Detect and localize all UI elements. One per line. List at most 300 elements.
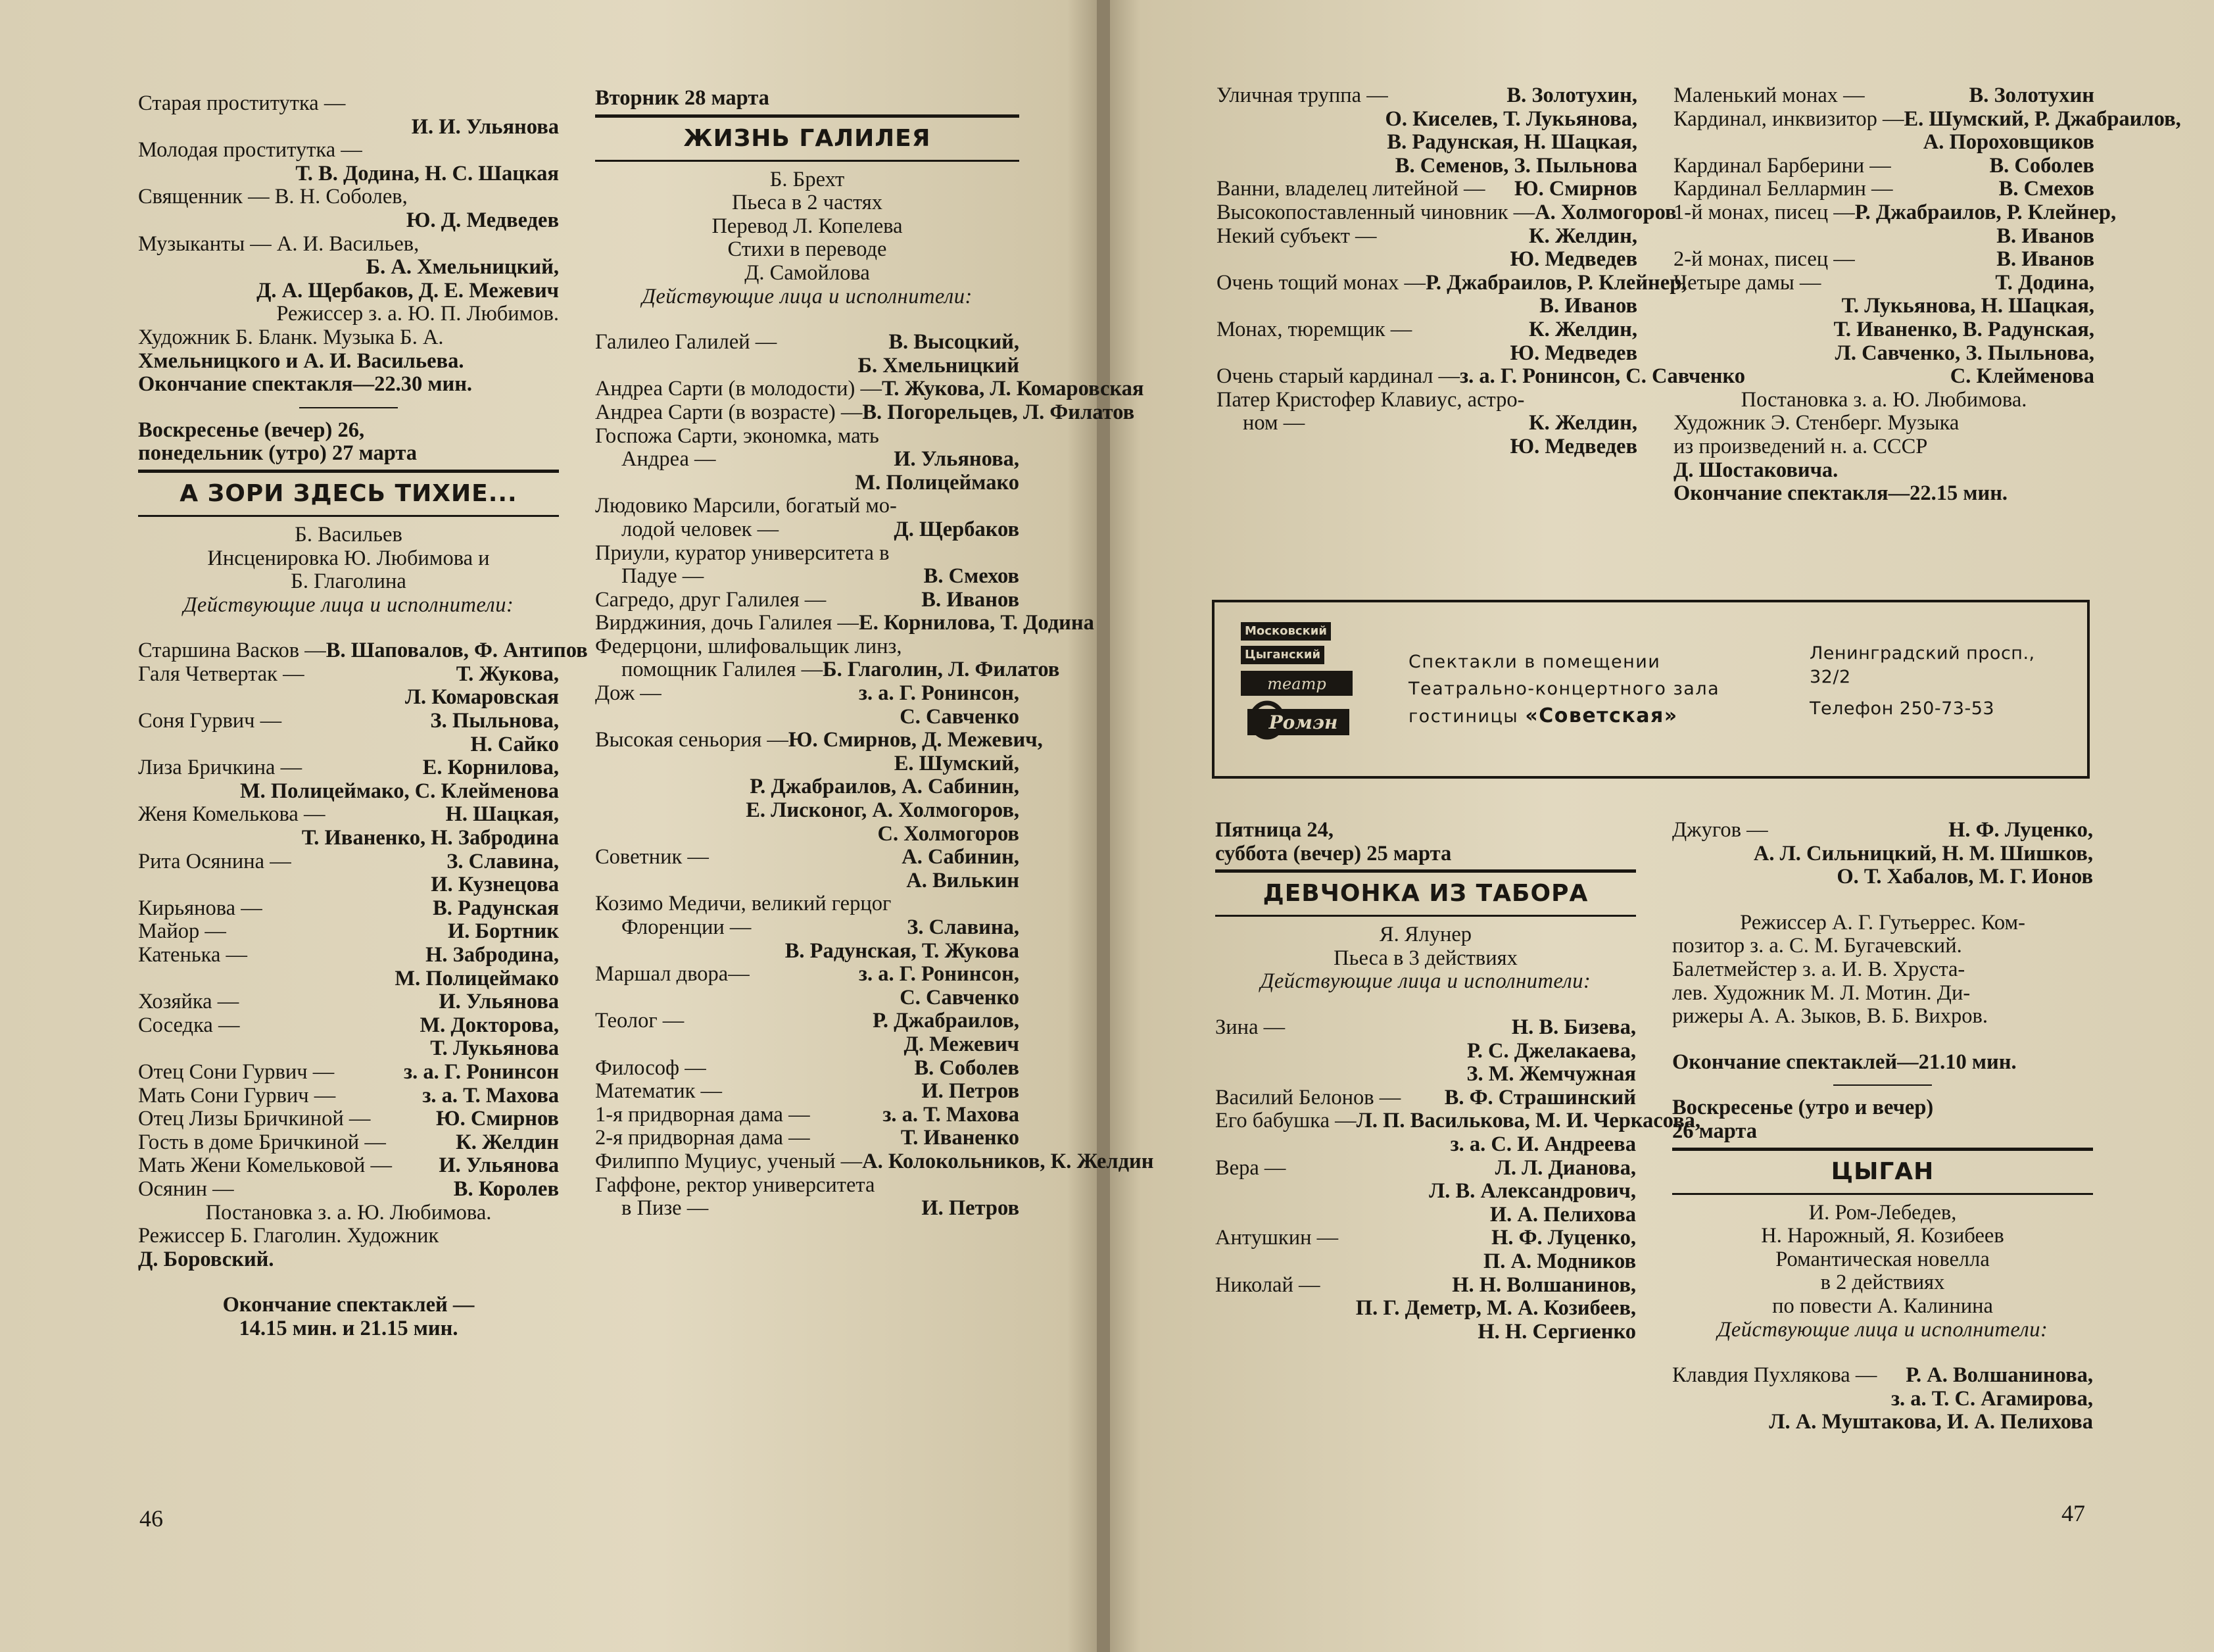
cast-role: Гаффоне, ректор университета (595, 1173, 875, 1197)
footer-line: Художник Э. Стенберг. Музыка (1673, 411, 1960, 435)
cast-row (595, 565, 1019, 589)
footer-line: рижеры А. А. Зыков, В. Б. Вихров. (1672, 1004, 1988, 1029)
romen-theatre-logo (1241, 622, 1372, 754)
cast-actor: Т. Лукьянова (430, 1036, 559, 1061)
cast-row (1672, 1364, 2093, 1388)
cast-role: Галилео Галилей — (595, 330, 777, 354)
date-line: Воскресенье (утро и вечер) (1672, 1096, 1934, 1120)
footer-line: лев. Художник М. Л. Мотин. Ди- (1672, 981, 1971, 1005)
separator-rule (299, 407, 398, 408)
cast-actor: С. Савченко (900, 704, 1019, 729)
cast-role: Козимо Медичи, великий герцог (595, 892, 892, 916)
cast-actor: В. Шаповалов, Ф. Антипов (325, 639, 588, 663)
cast-row (1216, 200, 1677, 225)
cast-actor: И. А. Пелихова (1489, 1202, 1636, 1227)
cast-row (595, 1009, 1019, 1033)
theatre-advertisement (1212, 600, 2090, 779)
credit-line: Пьеса в 2 частях (732, 191, 882, 215)
separator-rule (1833, 1084, 1932, 1086)
cast-role: Патер Кристофер Клавиус, астро- (1216, 387, 1525, 412)
cast-row (595, 728, 1043, 752)
cast-row (138, 710, 559, 733)
cast-actor: В. Смехов (1998, 177, 2094, 201)
cast-role: 1-я придворная дама — (595, 1102, 810, 1127)
cast-actor: М. Полицеймако (855, 470, 1019, 495)
cast-row (138, 803, 559, 827)
cast-role: Советник — (595, 845, 709, 869)
cast-actor: з. а. Г. Ронинсон, (858, 962, 1019, 986)
cast-row (1216, 318, 1637, 342)
cast-actor: В. Погорельцев, Л. Филатов (862, 400, 1135, 424)
cast-role: Музыканты — А. И. Васильев, (138, 231, 420, 256)
credit-line: И. Ром-Лебедев, (1808, 1200, 1957, 1225)
cast-row (595, 400, 1135, 425)
left-column-2 (595, 86, 1154, 1221)
credit-line: Стихи в переводе (727, 237, 887, 262)
right-column-3 (1215, 818, 1701, 1344)
cast-actor: Л. Савченко, З. Пыльнова, (1835, 341, 2094, 365)
cast-row (138, 1178, 559, 1202)
credit-line: Д. Самойлова (744, 260, 870, 285)
cast-role: Василий Белонов — (1215, 1085, 1401, 1109)
cast-actor: Л. А. Муштакова, И. А. Пелихова (1769, 1410, 2093, 1434)
cast-row (595, 1057, 1019, 1081)
cast-actor: Б. А. Хмельницкий, (366, 255, 559, 279)
spacer (1215, 994, 1636, 1016)
cast-role: Теолог — (595, 1009, 685, 1033)
cast-actor: Т. Иваненко, В. Радунская, (1833, 317, 2094, 341)
cast-role: Старая проститутка — (138, 91, 346, 115)
credit-line: Н. Нарожный, Я. Козибеев (1761, 1224, 2004, 1248)
cast-row (1673, 272, 2094, 295)
cast-role: Рита Осянина — (138, 849, 291, 873)
cast-row (1673, 107, 2181, 132)
date-line: понедельник (утро) 27 марта (138, 441, 418, 466)
cast-row (1216, 270, 1687, 295)
cast-role: Очень тощий монах — (1216, 270, 1426, 295)
cast-row (1215, 1157, 1636, 1180)
cast-row (138, 1131, 559, 1155)
date-line: Пятница 24, (1215, 818, 1334, 842)
cast-actor: В. Радунская, Н. Шацкая, (1387, 130, 1637, 155)
play-title: ЦЫГАН (1672, 1148, 2093, 1195)
cast-actor: П. А. Модников (1483, 1249, 1636, 1273)
cast-actor: Е. Лисконог, А. Холмогоров, (746, 798, 1019, 823)
cast-actor: Е. Шумский, Р. Джабраилов, (1904, 107, 2181, 131)
cast-actor: Ю. Смирнов (1514, 177, 1637, 201)
ad-hotel-prefix: гостиницы (1408, 706, 1519, 727)
footer-line: Постановка з. а. Ю. Любимова. (1741, 387, 2027, 412)
cast-row (138, 850, 559, 874)
cast-actor: М. Докторова, (420, 1013, 559, 1037)
page-number-left: 46 (139, 1505, 163, 1532)
cast-heading: Действующие лица и исполнители: (183, 593, 514, 617)
cast-actor: С. Холмогоров (877, 821, 1019, 846)
cast-actor: Т. Додина, (1995, 270, 2094, 295)
cast-actor: В. Иванов (921, 587, 1019, 612)
ad-text-line-1: Спектакли в помещении (1408, 652, 1661, 672)
cast-actor: З. Славина, (907, 915, 1019, 939)
cast-actor: з. а. Т. Махова (882, 1102, 1019, 1127)
ending-line: Окончание спектаклей—21.10 мин. (1672, 1050, 2017, 1074)
cast-actor: з. а. Г. Ронинсон, С. Савченко (1460, 364, 1746, 389)
footer-line: Режиссер Б. Глаголин. Художник (138, 1224, 439, 1248)
cast-heading: Действующие лица и исполнители: (642, 284, 973, 308)
cast-actor: В. Соболев (914, 1056, 1019, 1080)
cast-role: Кардинал Беллармин — (1673, 177, 1893, 201)
footer-line: Постановка з. а. Ю. Любимова. (205, 1200, 492, 1225)
play-title: А ЗОРИ ЗДЕСЬ ТИХИЕ... (138, 470, 559, 517)
cast-row (595, 331, 1019, 354)
cast-actor: Е. Корнилова, Т. Додина (859, 611, 1094, 635)
logo-line-2: Цыганский (1241, 646, 1324, 664)
cast-role: Филиппо Муциус, ученый — (595, 1149, 863, 1173)
cast-role: Маршал двора— (595, 962, 750, 986)
ad-address-line-1: Ленинградский просп., (1810, 643, 2035, 664)
cast-actor: Р. А. Волшанинова, (1906, 1363, 2093, 1388)
cast-actor: К. Желдин, (1529, 224, 1637, 248)
cast-actor: М. Полицеймако, С. Клейменова (239, 779, 559, 803)
cast-row (1216, 225, 1637, 249)
cast-actor: Т. Иваненко (900, 1126, 1019, 1150)
credit-line: Художник Б. Бланк. Музыка Б. А. (138, 325, 444, 349)
romen-logo-graphic (1241, 671, 1353, 743)
cast-row (595, 682, 1019, 706)
cast-role: Андреа Сарти (в возрасте) — (595, 400, 863, 424)
ad-hotel-name: «Советская» (1525, 704, 1678, 727)
cast-actor: Р. Джабраилов, (873, 1009, 1019, 1033)
svg-text:театр: театр (1267, 675, 1326, 693)
credit-line: Романтическая новелла (1775, 1247, 1990, 1271)
cast-actor: Н. В. Бизева, (1511, 1015, 1636, 1039)
cast-role: Философ — (595, 1056, 706, 1080)
cast-row (595, 589, 1019, 612)
credit-line: Инсценировка Ю. Любимова и (207, 546, 490, 570)
cast-actor: Ю. Смирнов, Д. Межевич, (788, 728, 1043, 752)
cast-actor: В. Золотухин, (1506, 84, 1637, 107)
cast-heading: Действующие лица и исполнители: (1717, 1317, 2048, 1342)
cast-role: Некий субъект — (1216, 224, 1377, 248)
left-column-1 (138, 91, 588, 1341)
cast-actor: з. а. Т. Махова (422, 1083, 559, 1107)
cast-actor: И. Петров (921, 1079, 1019, 1104)
credit-line: в 2 действиях (1820, 1271, 1945, 1295)
cast-actor: Ю. Медведев (1510, 434, 1637, 458)
cast-role: Осянин — (138, 1177, 234, 1201)
cast-role: Математик — (595, 1079, 723, 1104)
cast-role: Андреа Сарти (в молодости) — (595, 377, 882, 401)
cast-actor: А. Колокольников, К. Желдин (862, 1149, 1154, 1173)
cast-role: Госпожа Сарти, экономка, мать (595, 424, 879, 448)
cast-actor: з. а. С. И. Андреева (1450, 1132, 1636, 1156)
play-title: ЖИЗНЬ ГАЛИЛЕЯ (595, 114, 1019, 162)
cast-role: Четыре дамы — (1673, 270, 1821, 295)
cast-role: Сагредо, друг Галилея — (595, 587, 827, 612)
svg-text:Ромэн: Ромэн (1268, 712, 1338, 733)
cast-actor: В. Радунская, Т. Жукова (784, 938, 1019, 963)
cast-role: Зина — (1215, 1015, 1286, 1039)
cast-actor: Н. Ф. Луценко, (1948, 818, 2093, 842)
cast-role: Высокая сеньория — (595, 728, 788, 752)
ad-address-line-2: 32/2 (1810, 667, 1851, 687)
cast-role: Федерцони, шлифовальщик линз, (595, 634, 902, 658)
cast-actor: з. а. Г. Ронинсон (404, 1059, 559, 1084)
cast-actor: Д. А. Щербаков, Д. Е. Межевич (256, 278, 559, 303)
cast-role: Ванни, владелец литейной — (1216, 177, 1485, 201)
cast-actor: В. Смехов (923, 564, 1019, 589)
cast-actor: Ю. Д. Медведев (406, 208, 559, 232)
cast-role: Лиза Бричкина — (138, 756, 302, 780)
cast-actor: И. Ульянова (439, 990, 559, 1014)
cast-actor: Ю. Смирнов (436, 1107, 559, 1131)
cast-actor: В. Золотухин (1969, 84, 2094, 107)
cast-row (595, 448, 1019, 472)
cast-actor: Л. Комаровская (404, 685, 559, 710)
cast-actor: з. а. Г. Ронинсон, (858, 681, 1019, 706)
cast-role: Майор — (138, 919, 226, 944)
cast-role: Людовико Марсили, богатый мо- (595, 494, 897, 518)
cast-row (1673, 248, 2094, 272)
cast-role: Падуе — (621, 564, 704, 589)
date-line: суббота (вечер) 25 марта (1215, 841, 1452, 865)
spacer (595, 308, 1019, 331)
cast-row (1216, 364, 1746, 389)
credit-line: Я. Ялунер (1379, 923, 1472, 947)
cast-actor: К. Желдин (456, 1130, 559, 1154)
cast-actor: Д. Межевич (903, 1032, 1019, 1056)
cast-actor: Т. Жукова, Л. Комаровская (881, 377, 1144, 401)
cast-row (595, 1197, 1019, 1221)
cast-actor: Д. Щербаков (894, 517, 1019, 541)
cast-actor: А. Холмогоров (1535, 200, 1677, 224)
cast-actor: С. Савченко (900, 985, 1019, 1009)
cast-role: помощник Галилея — (621, 658, 823, 682)
cast-actor: Ю. Медведев (1510, 341, 1637, 365)
cast-row (595, 846, 1019, 869)
cast-actor: А. Л. Сильницкий, Н. М. Шишков, (1753, 841, 2093, 865)
cast-actor: В. Иванов (1996, 247, 2094, 272)
cast-row (595, 916, 1019, 940)
cast-row (138, 1084, 559, 1108)
cast-role: Катенька — (138, 943, 248, 967)
cast-role: лодой человек — (621, 517, 779, 541)
ending-line: 14.15 мин. и 21.15 мин. (239, 1316, 458, 1340)
cast-row (138, 663, 559, 687)
credit-line: Перевод Л. Копелева (711, 214, 903, 238)
cast-role: Отец Сони Гурвич — (138, 1059, 335, 1084)
credit-line: Б. Васильев (295, 522, 402, 547)
cast-role: Священник — В. Н. Соболев, (138, 185, 408, 209)
cast-actor: Т. В. Додина, Н. С. Шацкая (295, 161, 559, 185)
date-line: Воскресенье (вечер) 26, (138, 418, 365, 442)
cast-role: Монах, тюремщик — (1216, 317, 1412, 341)
cast-actor: Н. Н. Волшанинов, (1452, 1273, 1636, 1297)
credit-line: Б. Брехт (769, 167, 845, 191)
cast-role: Клавдия Пухлякова — (1672, 1363, 1877, 1388)
cast-role: Высокопоставленный чиновник — (1216, 200, 1535, 224)
cast-role: Отец Лизы Бричкиной — (138, 1107, 371, 1131)
cast-actor: Е. Корнилова, (422, 756, 559, 780)
cast-actor: Т. Иваненко, Н. Забродина (301, 826, 559, 850)
cast-actor: Р. Джабраилов, А. Сабинин, (750, 775, 1019, 799)
cast-actor: В. Королев (453, 1177, 559, 1201)
cast-role: 2-й монах, писец — (1673, 247, 1855, 272)
cast-row (138, 185, 559, 209)
cast-actor: Б. Хмельницкий (857, 353, 1019, 377)
cast-actor: О. Т. Хабалов, М. Г. Ионов (1837, 865, 2093, 889)
credit-line: Пьеса в 3 действиях (1334, 946, 1518, 970)
cast-actor: В. Иванов (1996, 224, 2094, 248)
cast-row (595, 963, 1019, 986)
cast-actor: В. Высоцкий, (888, 330, 1019, 354)
ad-phone: Телефон 250-73-53 (1810, 698, 1995, 719)
cast-role: Мать Жени Комельковой — (138, 1154, 392, 1178)
right-column-1 (1216, 84, 1746, 459)
cast-role: ном — (1243, 411, 1305, 435)
cast-row (1216, 84, 1637, 108)
logo-line-1: Московский (1241, 622, 1331, 641)
ending-line: Окончание спектакля—22.30 мин. (138, 372, 473, 397)
cast-actor: Л. П. Василькова, М. И. Черкасова, (1356, 1109, 1701, 1133)
cast-row (138, 756, 559, 780)
cast-actor: С. Клейменова (1950, 364, 2094, 389)
cast-role: Приули, куратор университета в (595, 541, 890, 565)
cast-actor: В. Радунская (433, 896, 559, 920)
cast-role: Гость в доме Бричкиной — (138, 1130, 386, 1154)
cast-actor: Р. Джабраилов, Р. Клейнер, (1426, 270, 1687, 295)
cast-row (595, 1080, 1019, 1104)
footer-line: из произведений н. а. СССР (1673, 434, 1928, 458)
cast-row (595, 1149, 1154, 1174)
cast-role: Мать Сони Гурвич — (138, 1083, 336, 1107)
cast-row (138, 944, 559, 967)
spacer (1672, 889, 2093, 911)
ad-text-line-2: Театрально-концертного зала (1408, 679, 1720, 699)
cast-role: в Пизе — (621, 1196, 709, 1221)
play-title: ДЕВЧОНКА ИЗ ТАБОРА (1215, 869, 1636, 917)
cast-heading: Действующие лица и исполнители: (1260, 969, 1591, 994)
cast-row (595, 377, 1144, 401)
cast-row (1673, 200, 2117, 225)
cast-actor: В. Иванов (1539, 294, 1637, 318)
cast-actor: з. а. Т. С. Агамирова, (1891, 1386, 2093, 1411)
cast-actor: Ю. Медведев (1510, 247, 1637, 272)
cast-actor: З. Пыльнова, (430, 709, 559, 733)
page-number-right: 47 (2061, 1500, 2085, 1526)
footer-line: Д. Шостаковича. (1673, 458, 1839, 482)
cast-row (595, 518, 1019, 542)
cast-role: Джугов — (1672, 818, 1768, 842)
cast-row (138, 1107, 559, 1131)
cast-row (138, 1154, 559, 1178)
cast-row (138, 897, 559, 921)
cast-actor: Л. Л. Дианова, (1495, 1155, 1636, 1180)
cast-role: Кардинал Барберини — (1673, 153, 1891, 178)
cast-role: Николай — (1215, 1273, 1320, 1297)
cast-row (1673, 178, 2094, 201)
right-column-4 (1672, 819, 2093, 1434)
cast-actor: Е. Шумский, (894, 751, 1019, 775)
cast-actor: Н. Сайко (470, 732, 559, 756)
cast-role: Андреа — (621, 447, 716, 472)
cast-role: Кирьянова — (138, 896, 262, 920)
ending-line: Окончание спектакля—22.15 мин. (1673, 481, 2008, 506)
cast-role: Очень старый кардинал — (1216, 364, 1460, 389)
cast-role: Молодая проститутка — (138, 138, 362, 162)
cast-actor: И. И. Ульянова (411, 114, 559, 139)
spacer (1672, 1342, 2093, 1364)
cast-actor: З. Славина, (446, 849, 559, 873)
cast-row (595, 611, 1094, 635)
cast-row (1673, 155, 2094, 178)
credit-line: Б. Глаголина (291, 570, 406, 594)
cast-row (138, 920, 559, 944)
ad-venue-text (1408, 648, 1720, 730)
cast-row (1216, 178, 1637, 201)
footer-line: Режиссер А. Г. Гутьеррес. Ком- (1740, 910, 2025, 935)
ending-line: Окончание спектаклей — (222, 1293, 475, 1317)
cast-role: Женя Комелькова — (138, 802, 325, 827)
cast-actor: Н. Забродина, (425, 943, 559, 967)
right-column-2 (1673, 84, 2181, 506)
cast-actor: Н. Шацкая, (445, 802, 559, 827)
footer-line: Д. Боровский. (138, 1247, 274, 1271)
cast-role: Вера — (1215, 1155, 1286, 1180)
cast-actor: И. Кузнецова (431, 873, 559, 897)
cast-row (138, 1061, 559, 1084)
cast-actor: Т. Лукьянова, Н. Шацкая, (1841, 294, 2094, 318)
ad-address (1810, 642, 2035, 721)
cast-role: Уличная труппа — (1216, 84, 1388, 107)
cast-actor: В. Ф. Страшинский (1444, 1085, 1636, 1109)
book-gutter (1097, 0, 1110, 1652)
cast-role: Антушкин — (1215, 1226, 1339, 1250)
cast-role: 1-й монах, писец — (1673, 200, 1855, 224)
cast-role: Флоренции — (621, 915, 752, 939)
cast-role: Соседка — (138, 1013, 240, 1037)
cast-role: Хозяйка — (138, 990, 239, 1014)
cast-role: Дож — (595, 681, 662, 706)
cast-actor: А. Сабинин, (902, 845, 1019, 869)
cast-actor: О. Киселев, Т. Лукьянова, (1385, 107, 1637, 131)
footer-line: Балетмейстер з. а. И. В. Хруста- (1672, 957, 1965, 981)
cast-actor: К. Желдин, (1529, 317, 1637, 341)
cast-actor: В. Соболев (1989, 153, 2094, 178)
cast-row (595, 1104, 1019, 1127)
credit-line: Режиссер з. а. Ю. П. Любимов. (276, 302, 559, 326)
cast-row (1215, 1016, 1636, 1040)
cast-role: Его бабушка — (1215, 1109, 1357, 1133)
cast-actor: Р. Джабраилов, Р. Клейнер, (1854, 200, 2117, 224)
cast-row (1216, 412, 1637, 435)
cast-actor: Б. Глаголин, Л. Филатов (823, 658, 1060, 682)
cast-actor: Н. Ф. Луценко, (1491, 1226, 1636, 1250)
cast-actor: И. Петров (921, 1196, 1019, 1221)
cast-actor: А. Пороховщиков (1923, 130, 2094, 155)
cast-actor: З. М. Жемчужная (1466, 1062, 1636, 1086)
cast-actor: И. Бортник (447, 919, 559, 944)
spacer (138, 1271, 559, 1294)
cast-actor: П. Г. Деметр, М. А. Козибеев, (1355, 1296, 1636, 1321)
cast-actor: В. Семенов, З. Пыльнова (1395, 153, 1637, 178)
cast-actor: М. Полицеймако (395, 966, 559, 990)
ad-hotel-line (1408, 702, 1720, 730)
cast-row (595, 1127, 1019, 1150)
date-line: 26 марта (1672, 1119, 1758, 1143)
cast-role: Галя Четвертак — (138, 662, 304, 686)
cast-role: Маленький монах — (1673, 84, 1865, 107)
credit-line: по повести А. Калинина (1772, 1294, 1993, 1318)
